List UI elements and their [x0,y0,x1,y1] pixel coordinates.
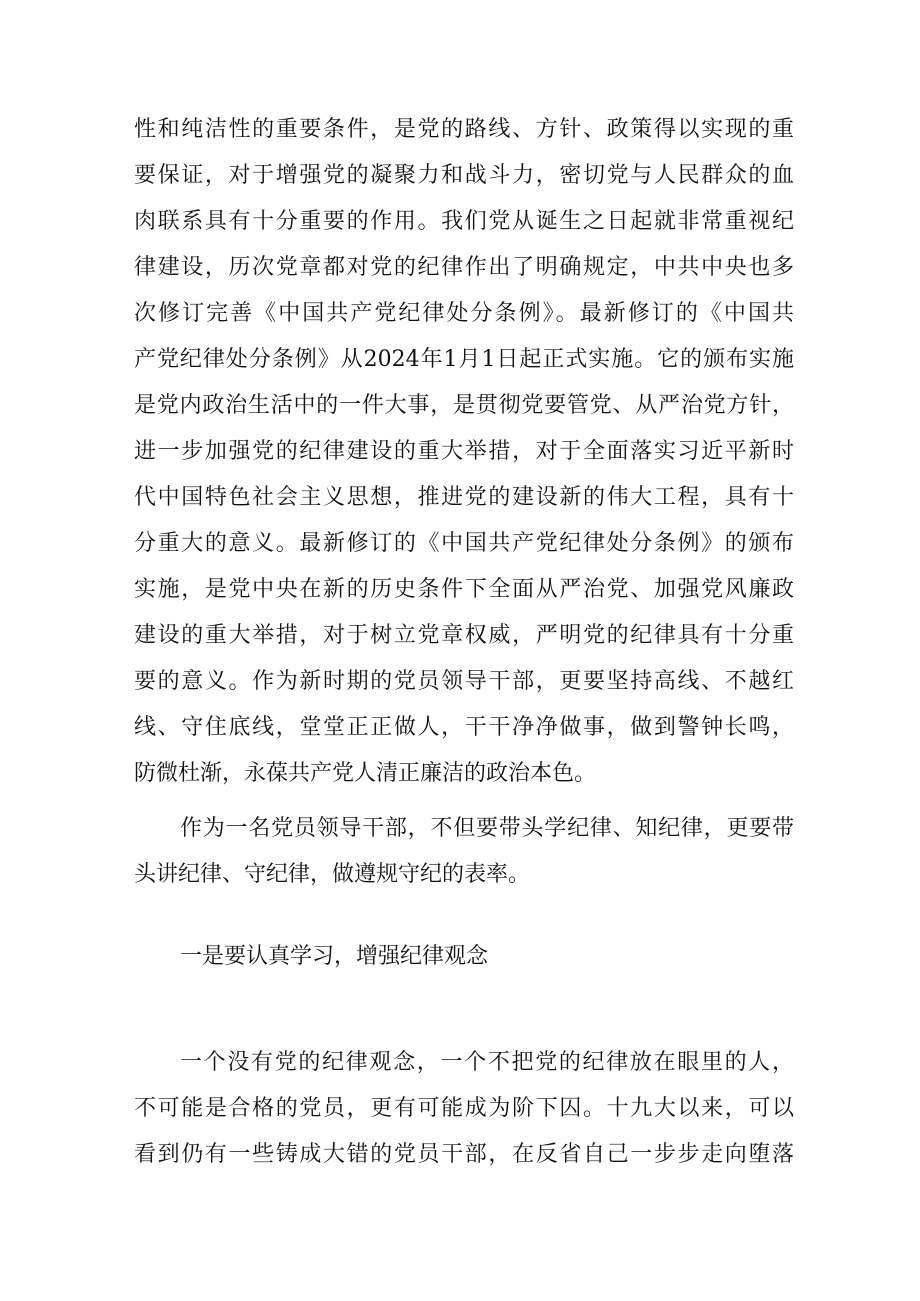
text-line: 产党纪律处分条例》从2024年1月1日起正式实施。它的颁布实施 [134,347,794,372]
text-line: 次修订完善《中国共产党纪律处分条例》。最新修订的《中国共 [134,301,794,326]
text-line: 性和纯洁性的重要条件，是党的路线、方针、政策得以实现的重 [134,117,794,142]
text-line: 肉联系具有十分重要的作用。我们党从诞生之日起就非常重视纪 [134,209,794,234]
text-line: 是党内政治生活中的一件大事，是贯彻党要管党、从严治党方针， [134,393,794,418]
text-line: 实施，是党中央在新的历史条件下全面从严治党、加强党风廉政 [134,577,794,602]
text-line: 分重大的意义。最新修订的《中国共产党纪律处分条例》的颁布 [134,531,794,556]
paragraph-discipline-concept [134,1040,794,1178]
paragraph-discipline-importance [134,107,794,797]
text-line: 律建设，历次党章都对党的纪律作出了明确规定，中共中央也多 [134,255,794,280]
text-line: 看到仍有一些铸成大错的党员干部，在反省自己一步步走向堕落 [134,1142,794,1167]
text-line: 一个没有党的纪律观念，一个不把党的纪律放在眼里的人， [180,1050,794,1075]
paragraph-leader-role [134,806,794,898]
text-line: 要的意义。作为新时期的党员领导干部，更要坚持高线、不越红 [134,669,794,694]
heading-line: 一是要认真学习，增强纪律观念 [180,944,489,969]
text-line: 要保证，对于增强党的凝聚力和战斗力，密切党与人民群众的血 [134,163,794,188]
text-line: 防微杜渐，永葆共产党人清正廉洁的政治本色。 [134,761,597,786]
text-line: 进一步加强党的纪律建设的重大举措，对于全面落实习近平新时 [134,439,794,464]
text-line: 不可能是合格的党员，更有可能成为阶下囚。十九大以来，可以 [134,1096,794,1121]
text-line: 作为一名党员领导干部，不但要带头学纪律、知纪律，更要带 [180,816,794,841]
text-line: 头讲纪律、守纪律，做遵规守纪的表率。 [134,862,531,887]
text-line: 建设的重大举措，对于树立党章权威，严明党的纪律具有十分重 [134,623,794,648]
section-heading [134,934,794,980]
text-line: 线、守住底线，堂堂正正做人，干干净净做事，做到警钟长鸣， [134,715,794,740]
text-line: 代中国特色社会主义思想，推进党的建设新的伟大工程，具有十 [134,485,794,510]
